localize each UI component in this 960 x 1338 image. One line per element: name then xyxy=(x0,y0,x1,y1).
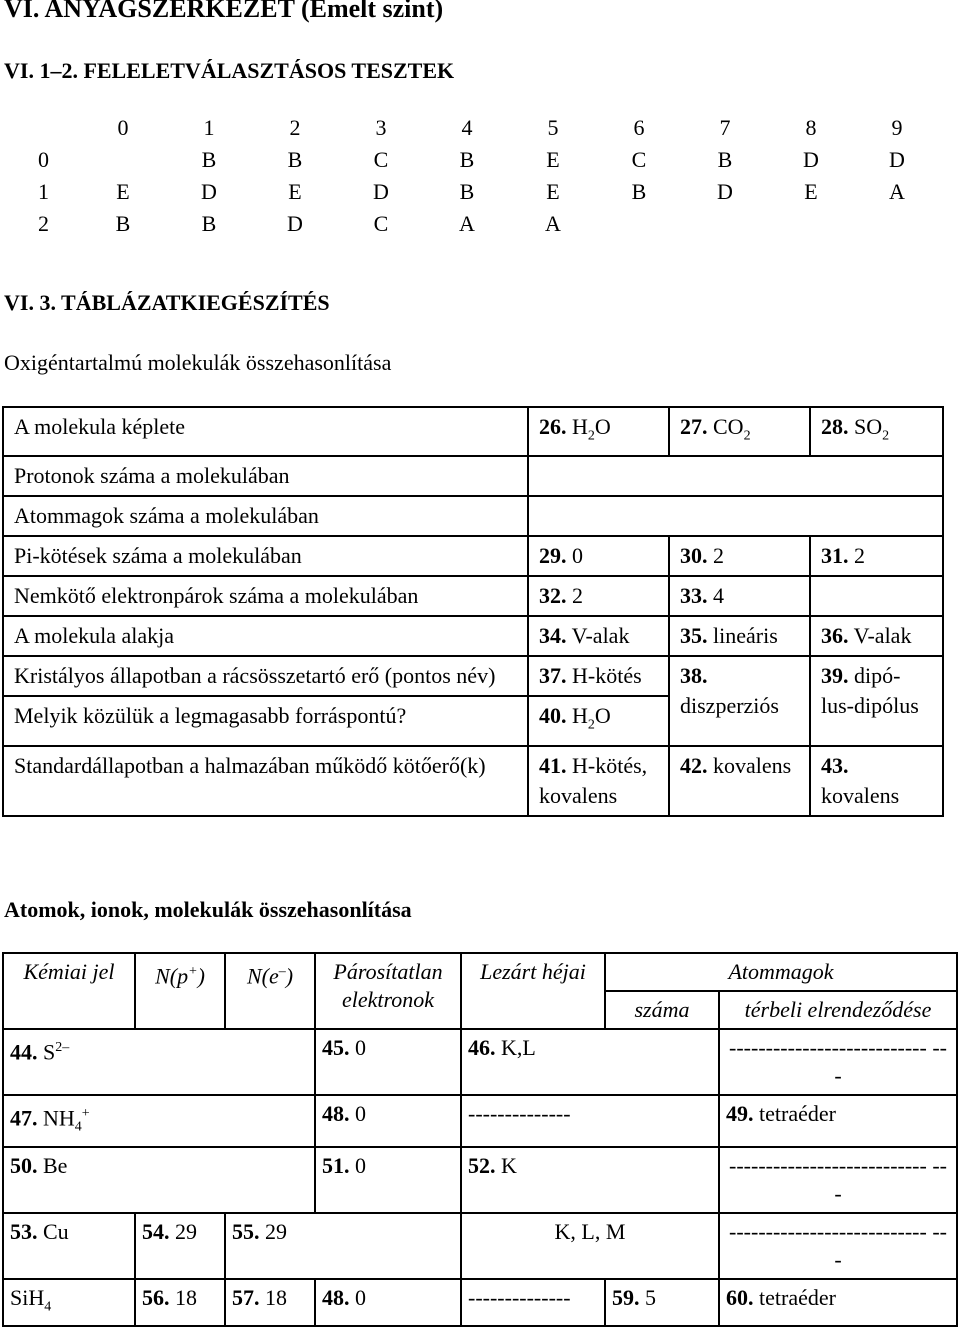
answer-cell: E xyxy=(546,179,560,204)
answer-cell: E xyxy=(804,179,818,204)
row-label: Melyik közülük a legmagasabb forráspontú? xyxy=(3,696,528,745)
subtitle-oxygen-molecules: Oxigéntartalmú molekulák összehasonlítása xyxy=(4,350,392,375)
answer-cell: E xyxy=(546,147,560,172)
col-header: 6 xyxy=(633,115,645,140)
answer-header-row xyxy=(0,112,940,144)
col-header: N(p+) xyxy=(135,953,225,1029)
answer-cell: D xyxy=(201,179,217,204)
answer-cell: E xyxy=(288,179,302,204)
answer-cell: D xyxy=(287,211,303,236)
col-header: N(e–) xyxy=(225,953,315,1029)
row-label: A molekula képlete xyxy=(3,407,528,456)
section-multiple-choice: VI. 1–2. FELELETVÁLASZTÁSOS TESZTEK xyxy=(4,58,455,83)
row-header: 0 xyxy=(38,147,49,172)
col-header: Atommagok xyxy=(605,953,957,991)
answer-cell: B xyxy=(459,179,475,204)
answer-row xyxy=(0,176,940,208)
table-row: A molekula képlete 26. $H_2O$ 27. $CO_2$ 28. $SO_2$ xyxy=(3,407,943,456)
table-row xyxy=(3,456,943,496)
molecule-table xyxy=(2,406,944,817)
answer-cell: B xyxy=(201,211,217,236)
header-row xyxy=(3,953,957,991)
table-row: Pi-kötések száma a molekulában 29. 0 30. 2 31. 2 xyxy=(3,536,943,576)
col-header: Kémiai jel xyxy=(3,953,135,1029)
col-header: 0 xyxy=(117,115,129,140)
table-row: A molekula alakja 34. V-alak 35. lineáris 36. V-alak xyxy=(3,616,943,656)
answer-row xyxy=(0,144,940,176)
col-header: Párosítatlan elektronok xyxy=(315,953,461,1029)
col-header: 9 xyxy=(891,115,903,140)
answer-cell xyxy=(80,144,166,176)
col-header: száma xyxy=(605,991,719,1029)
page-title: VI. ANYAGSZERKEZET (Emelt szint) xyxy=(4,0,444,23)
table-row: 47. $NH_4^+$ 48. 0 -------------- 49. tetraéder xyxy=(3,1095,957,1147)
answer-cell: D xyxy=(803,147,819,172)
row-header: 2 xyxy=(38,211,49,236)
row-label: Atommagok száma a molekulában xyxy=(3,496,528,536)
answer-cell: E xyxy=(116,179,130,204)
table-row: Nemkötő elektronpárok száma a molekulában 32. 2 33. 4 xyxy=(3,576,943,616)
answer-cell: A xyxy=(545,211,561,236)
col-header: 5 xyxy=(547,115,559,140)
atoms-table xyxy=(2,952,958,1327)
answer-cell: D xyxy=(889,147,905,172)
col-header: 4 xyxy=(461,115,473,140)
table-row: Standardállapotban a halmazában működő kötőerő(k) 41. H-kötés, kovalens 42. kovalens 43. kovalens xyxy=(3,746,943,816)
table-row xyxy=(3,496,943,536)
row-label: Pi-kötések száma a molekulában xyxy=(3,536,528,576)
answer-grid xyxy=(0,112,940,240)
row-label: Kristályos állapotban a rácsösszetartó erő (pontos név) xyxy=(3,656,528,696)
answer-cell: B xyxy=(115,211,131,236)
col-header: 7 xyxy=(719,115,731,140)
answer-cell: C xyxy=(373,211,389,236)
subtitle-atoms-ions: Atomok, ionok, molekulák összehasonlítása xyxy=(4,897,412,922)
answer-cell: B xyxy=(201,147,217,172)
col-header: Lezárt héjai xyxy=(461,953,605,1029)
row-header: 1 xyxy=(38,179,49,204)
answer-cell: B xyxy=(287,147,303,172)
answer-cell: B xyxy=(717,147,733,172)
col-header: 8 xyxy=(805,115,817,140)
table-row: SiH$_4$ 56. 18 57. 18 48. 0 -------------- 59. 5 60. tetraéder xyxy=(3,1279,957,1326)
answer-row xyxy=(0,208,940,240)
row-label: Standardállapotban a halmazában működő kötőerő(k) xyxy=(3,746,528,816)
table-row: Melyik közülük a legmagasabb forráspontú? 40. $H_2O$ xyxy=(3,696,943,745)
table-row: 53. Cu 54. 29 55. 29 K, L, M --------------------------- --- xyxy=(3,1213,957,1279)
row-label: Protonok száma a molekulában xyxy=(3,456,528,496)
table-row: 44. $S^{2-}$ 45. 0 46. K,L --------------------------- --- xyxy=(3,1029,957,1095)
answer-cell: C xyxy=(373,147,389,172)
row-label: Nemkötő elektronpárok száma a molekulában xyxy=(3,576,528,616)
table-row: Kristályos állapotban a rácsösszetartó erő (pontos név) 37. H-kötés 38. diszperziós 39. dipó-lus-dipólus xyxy=(3,656,943,696)
answer-cell: D xyxy=(373,179,389,204)
col-header: 3 xyxy=(375,115,387,140)
col-header: 1 xyxy=(203,115,215,140)
answer-cell: D xyxy=(717,179,733,204)
table-row: 50. Be 51. 0 52. K --------------------------- --- xyxy=(3,1147,957,1213)
section-table-completion: VI. 3. TÁBLÁZATKIEGÉSZÍTÉS xyxy=(4,290,330,315)
answer-cell: A xyxy=(889,179,905,204)
row-label: A molekula alakja xyxy=(3,616,528,656)
col-header: térbeli elrendeződése xyxy=(719,991,957,1029)
answer-cell: B xyxy=(631,179,647,204)
answer-cell: C xyxy=(631,147,647,172)
col-header: 2 xyxy=(289,115,301,140)
answer-cell: A xyxy=(459,211,475,236)
answer-cell: B xyxy=(459,147,475,172)
